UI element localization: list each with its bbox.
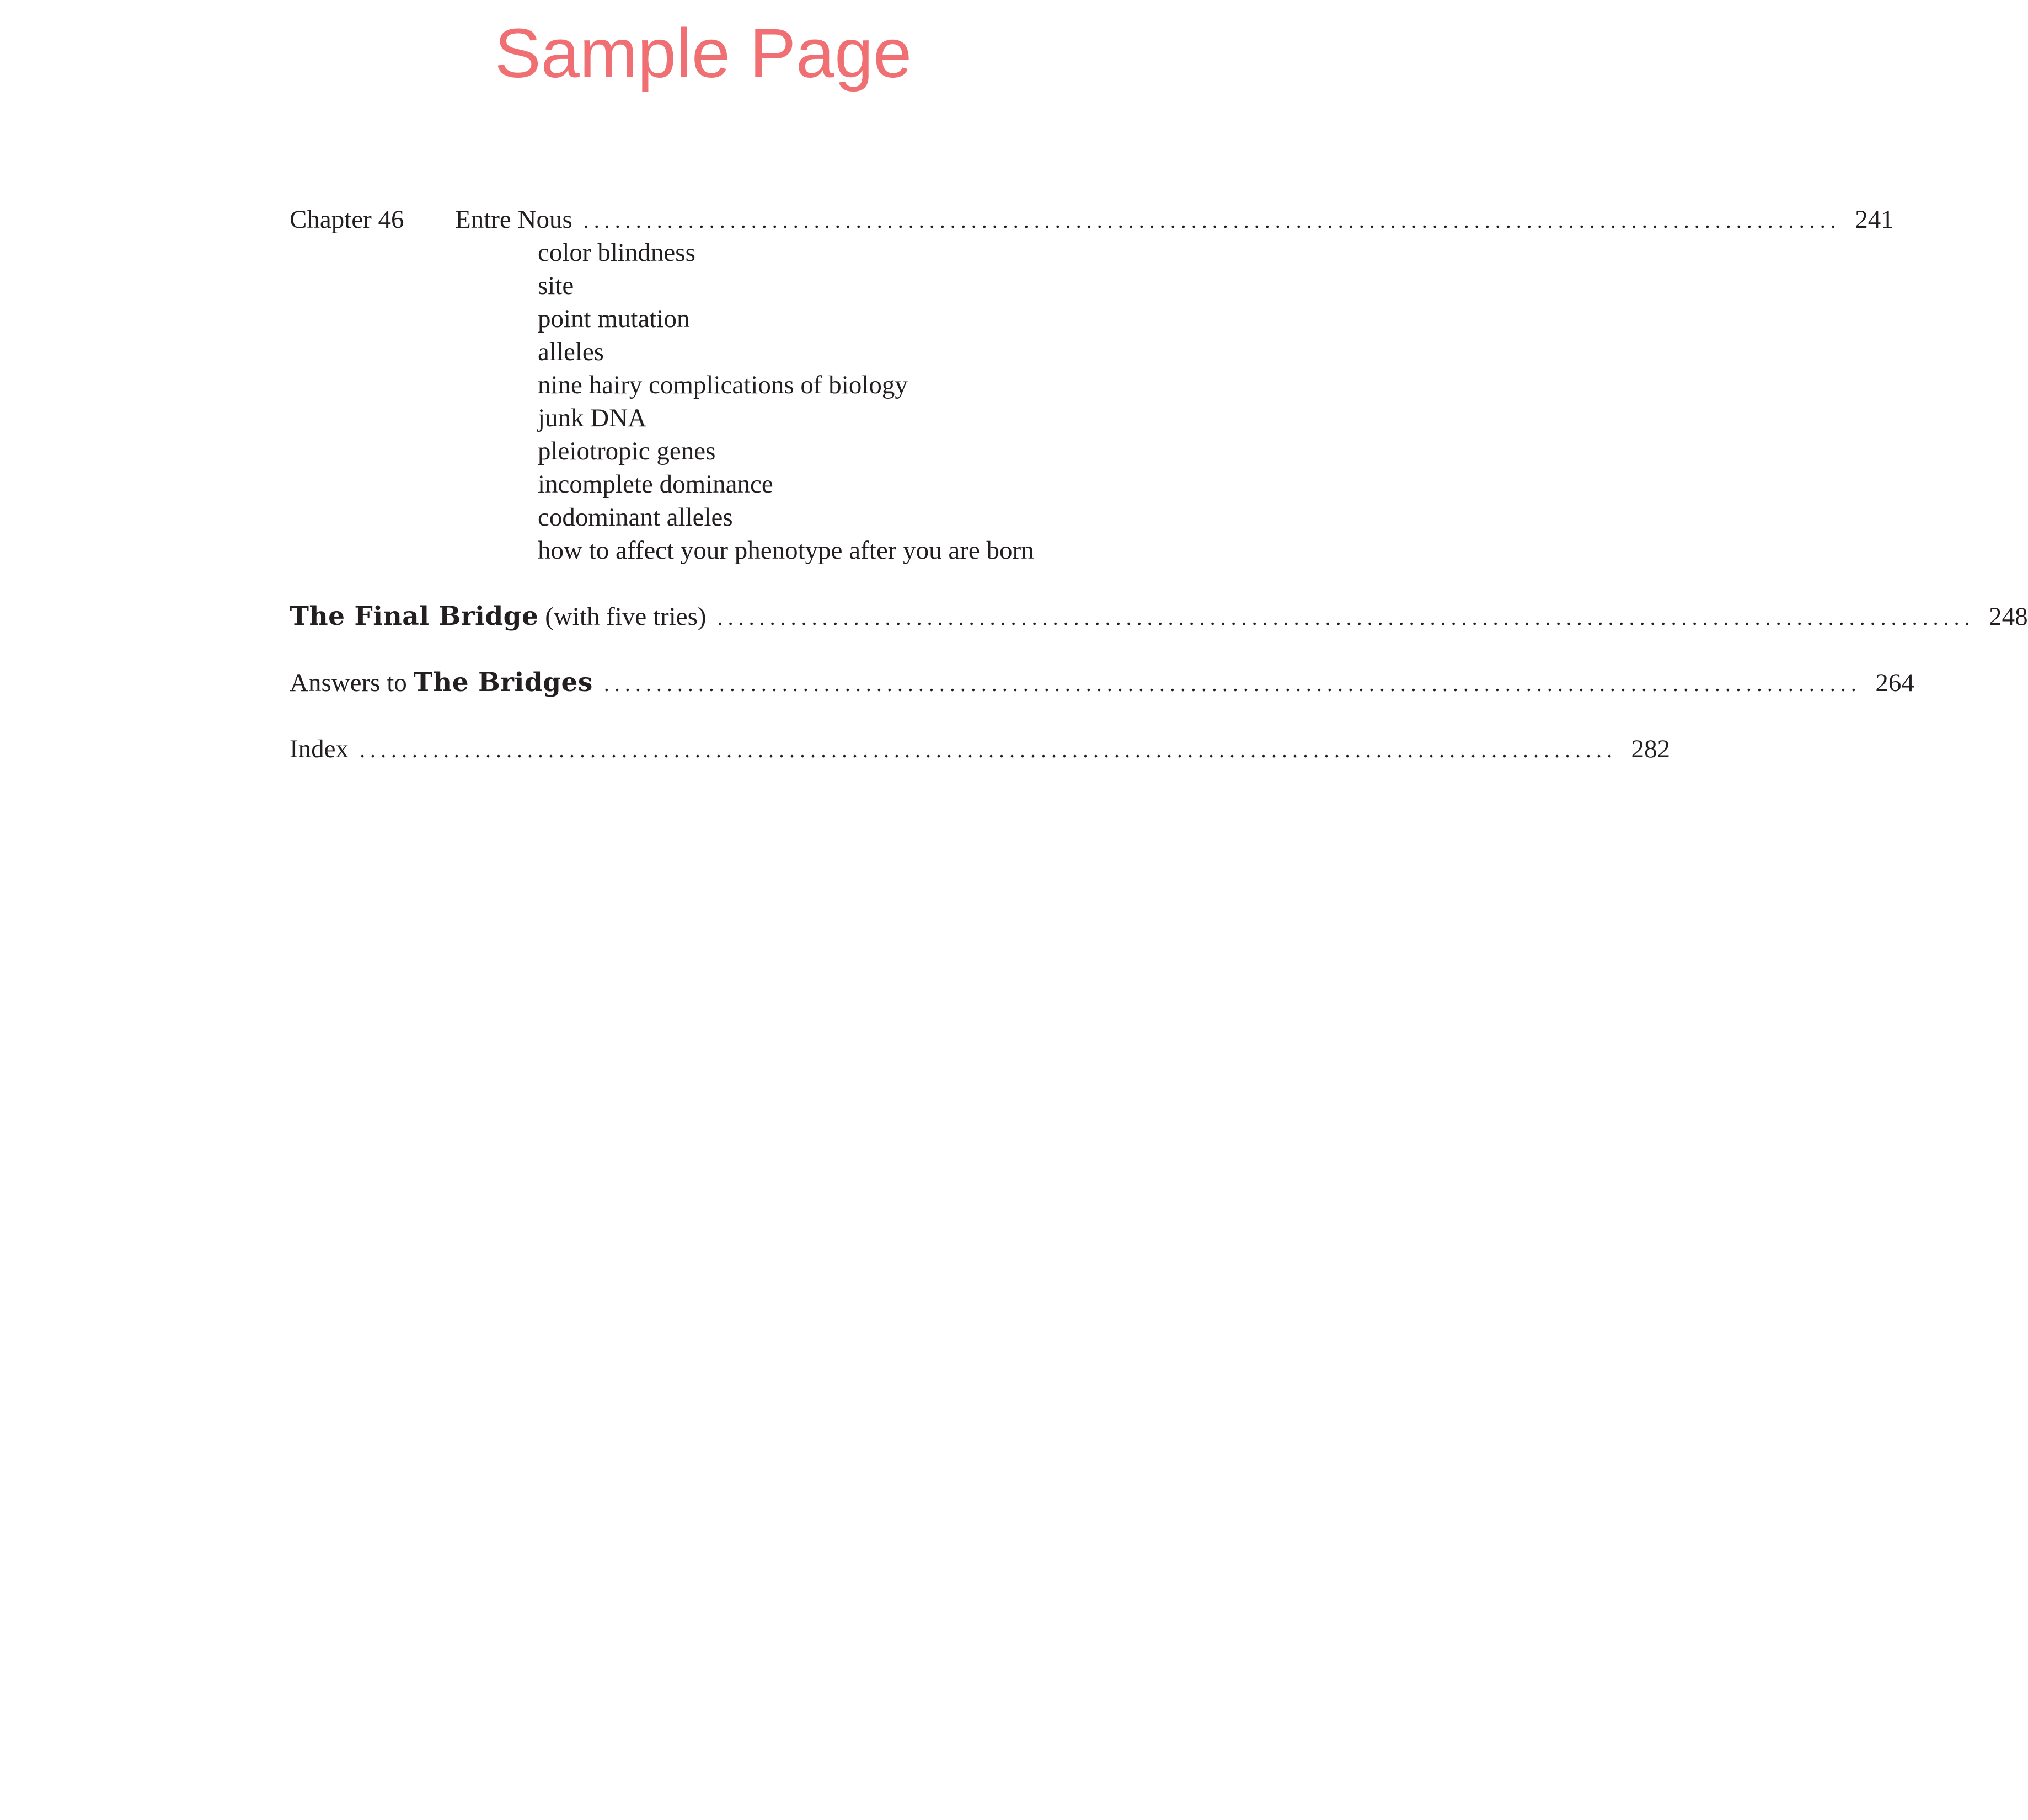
final-bridge-page-number: 248 — [1989, 602, 2028, 631]
dot-leader: ........................................................................................................................ — [360, 737, 1618, 762]
sample-page-watermark: Sample Page — [494, 14, 912, 92]
subtopic-item: pleiotropic genes — [538, 437, 716, 465]
final-bridge-title-rest: (with five tries) — [538, 602, 707, 631]
table-of-contents — [290, 203, 2028, 766]
chapter-subtopics-list — [290, 236, 1128, 567]
final-bridge-title-bold: The Final Bridge — [290, 601, 539, 631]
dot-leader: ........................................................................................................................ — [603, 671, 1861, 696]
index-title: Index — [290, 735, 349, 763]
chapter-page-number: 241 — [1855, 205, 1894, 234]
answers-page-number: 264 — [1875, 668, 1914, 697]
subtopic-item: alleles — [538, 338, 604, 366]
subtopic-item: incomplete dominance — [538, 470, 773, 499]
subtopic-item: site — [538, 271, 574, 300]
toc-entry-chapter-46[interactable] — [290, 203, 1894, 236]
subtopic-item: how to affect your phenotype after you are born — [538, 536, 1034, 565]
toc-entry-index[interactable] — [290, 732, 1671, 766]
answers-title-prefix: Answers to — [290, 668, 414, 697]
subtopic-item: junk DNA — [538, 404, 647, 432]
chapter-title: Entre Nous — [455, 205, 572, 234]
dot-leader: ........................................................................................................................ — [583, 208, 1841, 233]
subtopic-item: point mutation — [538, 304, 690, 333]
subtopic-item: nine hairy complications of biology — [538, 371, 908, 399]
final-bridge-title — [290, 600, 707, 633]
dot-leader: ........................................................................................................................ — [717, 605, 1975, 630]
toc-entry-answers[interactable] — [290, 666, 1914, 699]
chapter-number: Chapter 46 — [290, 205, 404, 234]
answers-title-bold: The Bridges — [413, 667, 593, 698]
answers-title — [290, 666, 593, 699]
subtopic-item: color blindness — [538, 238, 695, 267]
toc-entry-final-bridge[interactable] — [290, 600, 2028, 633]
index-page-number: 282 — [1631, 735, 1671, 763]
subtopic-item: codominant alleles — [538, 503, 733, 532]
